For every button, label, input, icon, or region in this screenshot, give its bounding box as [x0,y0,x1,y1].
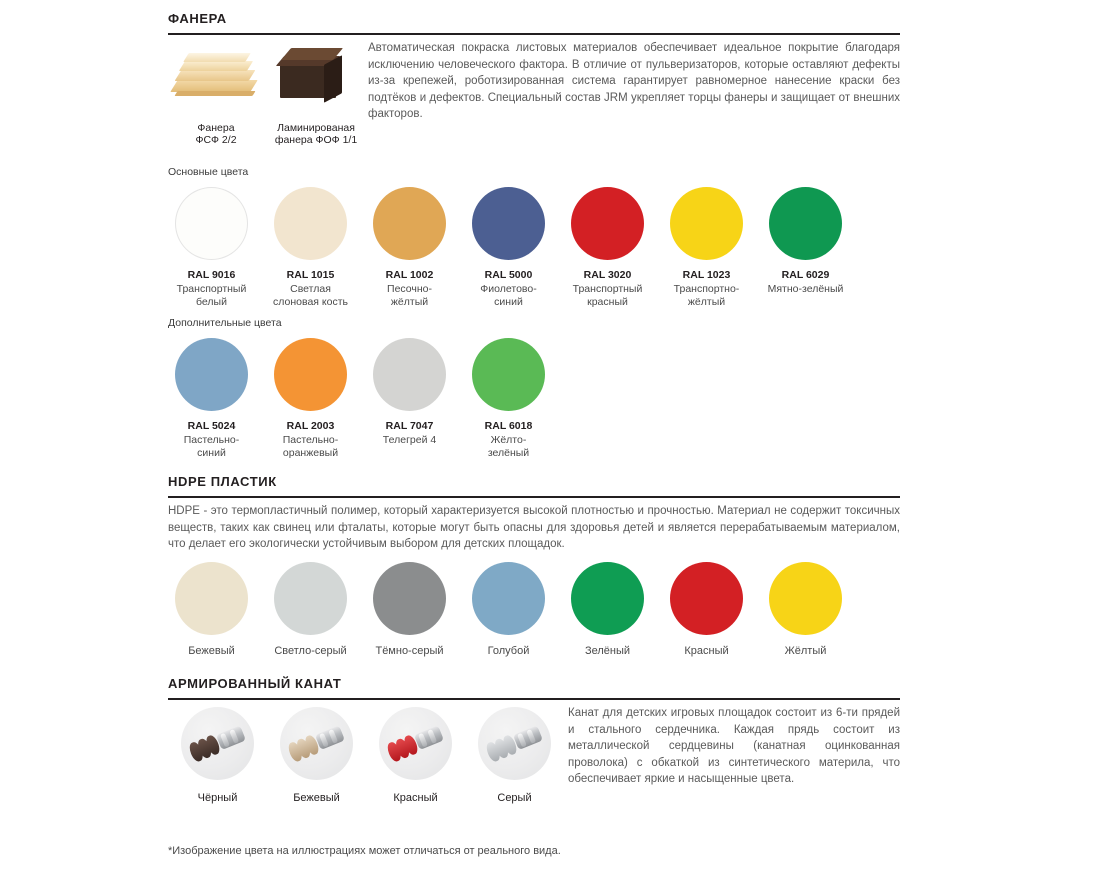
plywood-stack-icon [168,38,264,114]
color-name: Голубой [487,645,530,657]
rope-icon [280,707,353,780]
color-swatch-item[interactable] [360,338,459,460]
plywood-sample-item [168,38,264,146]
laminated-sample-line2: фанера ФОФ 1/1 [274,134,358,146]
color-name: Красный [684,645,729,657]
rope-color-name: Бежевый [293,792,340,804]
color-code: RAL 6018 [484,420,533,432]
color-code: RAL 5000 [484,269,533,281]
laminated-plywood-caption [268,122,364,146]
color-name-line1: Пастельно- [183,433,240,446]
color-name: Тёмно-серый [375,645,444,657]
plywood-sample-caption [168,122,264,146]
color-circle [373,562,446,635]
color-name: Бежевый [188,645,235,657]
color-swatch-item[interactable] [558,187,657,309]
rope-color-name: Серый [497,792,532,804]
rope-description: Канат для детских игровых площадок состоит из 6-ти прядей и стального сердечника. Каждая прядь состоит из металлической сердцевины (канатная оцинкованная проволока) с обкаткой из синтетического материла, что обеспечивает яркие и насыщенные цвета. [568,707,900,785]
color-swatch-item[interactable] [459,562,558,658]
plywood-extra-colors-row [162,338,558,460]
color-name-line1: Песочно- [387,282,432,295]
color-code: RAL 7047 [385,420,434,432]
color-name-line2: жёлтый [687,296,726,308]
color-name-line2: синий [197,447,226,459]
color-swatch-item[interactable] [558,562,657,658]
color-name-line1: Транспортный [176,282,247,295]
color-swatch-item[interactable] [459,187,558,309]
color-circle [769,562,842,635]
color-circle [571,562,644,635]
color-code: RAL 2003 [286,420,335,432]
color-swatch-item[interactable] [162,338,261,460]
section-header-plywood [168,10,900,35]
color-circle [175,187,248,260]
color-name-line1: Мятно-зелёный [767,282,844,295]
color-name-line2: жёлтый [390,296,429,308]
color-circle [274,562,347,635]
rope-swatch-item[interactable] [465,707,564,804]
plywood-sample-line2: ФСФ 2/2 [195,134,237,146]
color-circle [175,562,248,635]
color-code: RAL 1002 [385,269,434,281]
color-name-line1: Транспортный [572,282,643,295]
rope-icon [379,707,452,780]
color-code: RAL 1015 [286,269,335,281]
color-code: RAL 1023 [682,269,731,281]
color-name-line2: оранжевый [282,447,339,459]
rope-swatch-item[interactable] [168,707,267,804]
color-swatch-item[interactable] [459,338,558,460]
color-name: Зелёный [584,645,631,657]
color-swatch-item[interactable] [756,187,855,309]
color-name-line1: Фиолетово- [480,282,537,295]
section-header-rope [168,675,900,700]
rope-color-name: Красный [393,792,438,804]
color-name-line2: синий [494,296,523,308]
color-circle [175,338,248,411]
color-name-line2: белый [196,296,227,308]
color-circle [472,338,545,411]
color-code: RAL 3020 [583,269,632,281]
hdpe-colors-row [162,562,855,658]
color-circle [472,562,545,635]
color-name-line2: красный [587,296,628,308]
color-code: RAL 5024 [187,420,236,432]
color-circle [571,187,644,260]
section-title-rope: АРМИРОВАННЫЙ КАНАТ [168,676,342,691]
color-circle [274,338,347,411]
color-circle [769,187,842,260]
rope-icon [181,707,254,780]
section-title-plywood: ФАНЕРА [168,11,227,26]
plywood-description: Автоматическая покраска листовых материалов обеспечивает идеальное покрытие благодаря исключению человеческого фактора. В отличие от пульверизаторов, которые оставляют дефекты из-за крепежей, роботизированная система гарантирует равномерное нанесение краски без подтёков и дефектов. Специальный состав JRM укрепляет торцы фанеры и защищает от внешних факторов. [368,42,900,120]
color-swatch-item[interactable] [162,187,261,309]
color-swatch-item[interactable] [657,562,756,658]
plywood-sample-line1: Фанера [197,122,235,134]
color-circle [373,187,446,260]
color-name-line1: Пастельно- [282,433,339,446]
laminated-plywood-icon [268,38,364,114]
color-name-line1: Транспортно- [673,282,740,295]
color-name-line1: Жёлто- [490,433,527,446]
color-swatch-item[interactable] [360,562,459,658]
color-circle [670,562,743,635]
color-swatch-item[interactable] [261,338,360,460]
color-swatch-item[interactable] [261,562,360,658]
extra-colors-label: Дополнительные цвета [168,317,282,329]
color-code: RAL 6029 [781,269,830,281]
section-header-hdpe [168,473,900,498]
section-title-hdpe: HDPE ПЛАСТИК [168,474,277,489]
rope-color-name: Чёрный [197,792,238,804]
rope-swatch-item[interactable] [267,707,366,804]
color-name-line2: зелёный [487,447,530,459]
rope-swatch-item[interactable] [366,707,465,804]
hdpe-description: HDPE - это термопластичный полимер, который характеризуется высокой плотностью и прочностью. Материал не содержит токсичных веществ, таких как свинец или фталаты, которые могут быть опасны для здоровья детей и является перерабатываемым материалом, что делает его экологически устойчивым выбором для детских площадок. [168,505,900,550]
plywood-sample-list [168,38,364,146]
color-code: RAL 9016 [187,269,236,281]
color-name: Светло-серый [274,645,347,657]
footnote: *Изображение цвета на иллюстрациях может отличаться от реального вида. [168,845,561,857]
laminated-plywood-sample-item [268,38,364,146]
color-name: Жёлтый [784,645,827,657]
color-name-line2: слоновая кость [273,296,348,308]
plywood-main-colors-row [162,187,855,309]
color-name-line1: Светлая [290,282,331,295]
rope-colors-row [168,707,564,804]
rope-icon [478,707,551,780]
color-circle [373,338,446,411]
color-swatch-item[interactable] [162,562,261,658]
color-swatch-item[interactable] [756,562,855,658]
color-name-line1: Телегрей 4 [382,433,437,446]
color-swatch-item[interactable] [261,187,360,309]
color-circle [472,187,545,260]
color-circle [670,187,743,260]
main-colors-label: Основные цвета [168,166,249,178]
color-circle [274,187,347,260]
color-swatch-item[interactable] [657,187,756,309]
laminated-sample-line1: Ламинированая [277,122,355,134]
color-swatch-item[interactable] [360,187,459,309]
